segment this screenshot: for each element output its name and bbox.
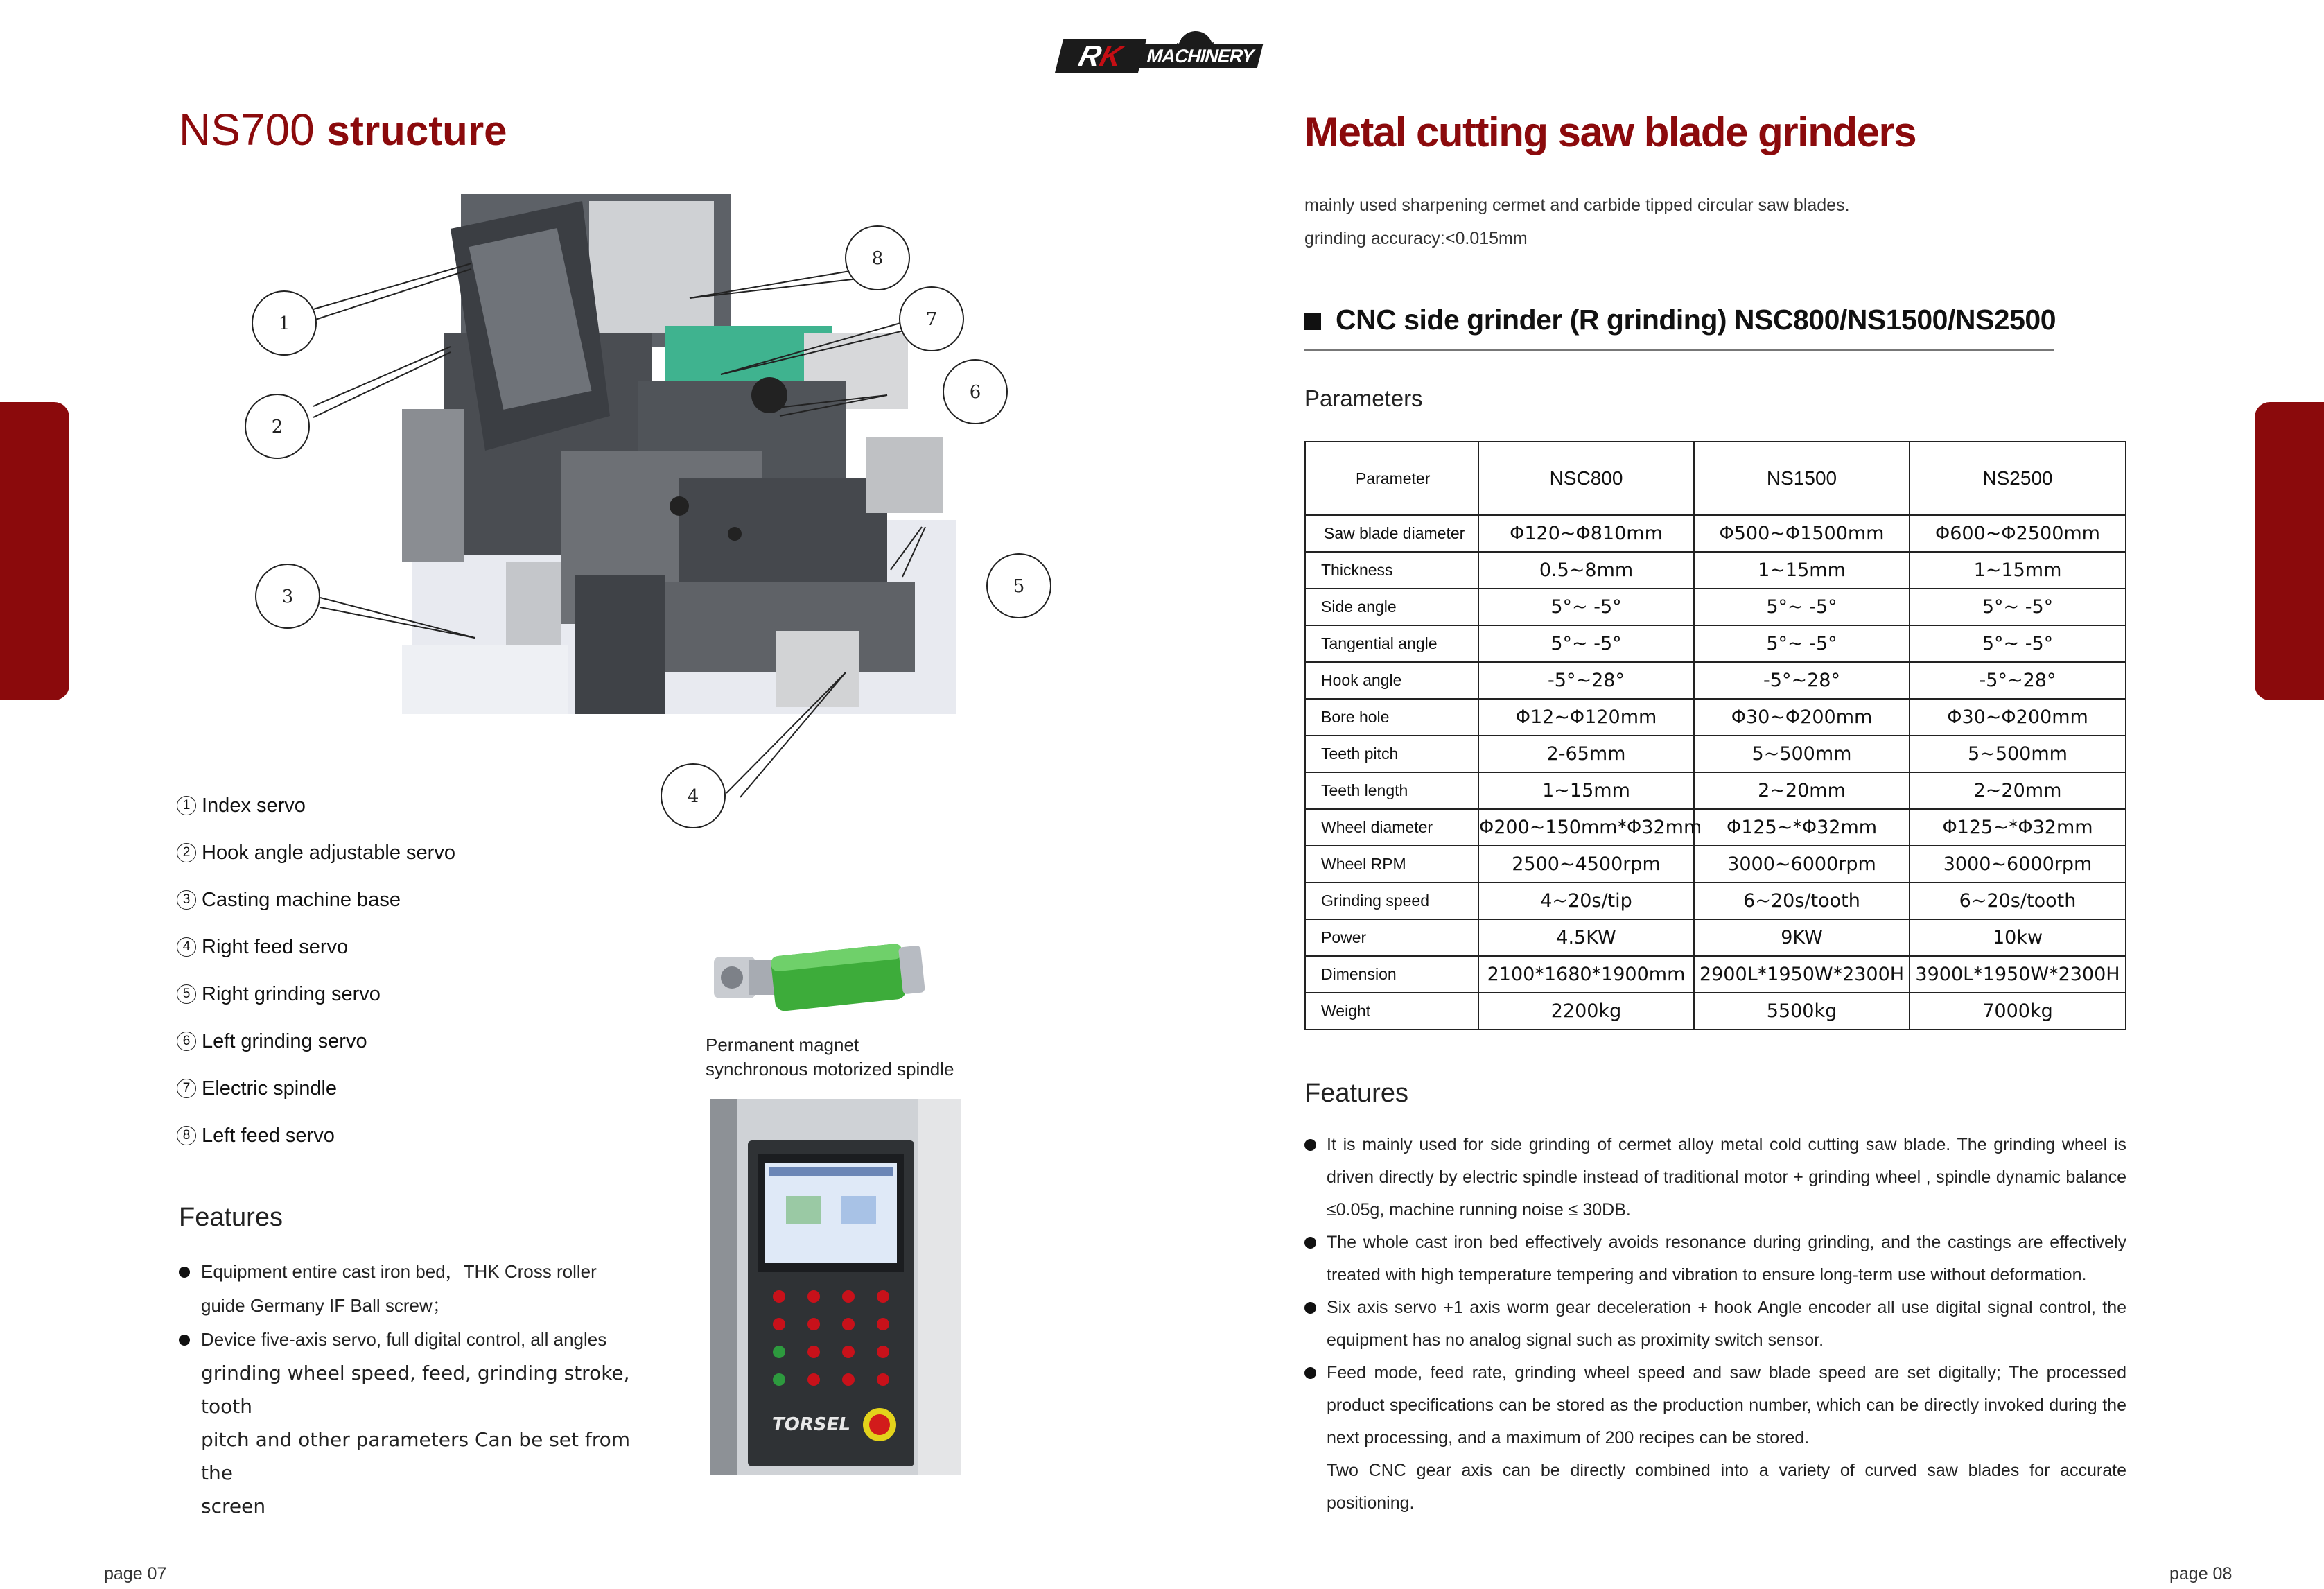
table-cell: 3900L*1950W*2300H [1910,956,2126,993]
table-cell: 5°~ -5° [1910,589,2126,625]
table-cell-label: Tangential angle [1305,625,1478,662]
table-cell: 4~20s/tip [1478,883,1694,919]
table-cell: 2-65mm [1478,736,1694,772]
table-cell: 5~500mm [1910,736,2126,772]
square-bullet-icon [1304,313,1321,330]
panel-brand: TORSEL [772,1414,850,1435]
callout-4: 4 [687,786,699,807]
callout-3: 3 [281,587,294,607]
left-page-number: page 07 [104,1564,167,1583]
control-panel-photo [710,1099,961,1475]
table-cell: 2100*1680*1900mm [1478,956,1694,993]
right-page-number: page 08 [2169,1564,2233,1583]
table-cell: 7000kg [1910,993,2126,1030]
left-features-list [179,1255,664,1523]
table-row [1305,552,2126,589]
callout-6: 6 [969,382,981,403]
table-cell-label: Teeth pitch [1305,736,1478,772]
feature-item [1304,1292,2126,1357]
section-heading-text: CNC side grinder (R grinding) NSC800/NS1500/NS2500 [1336,304,2056,336]
table-cell-label: Side angle [1305,589,1478,625]
table-cell: -5°~28° [1478,662,1694,699]
part-label: Left feed servo [202,1124,335,1147]
table-row [1305,736,2126,772]
table-cell-label: Power [1305,919,1478,956]
table-cell-label: Wheel diameter [1305,809,1478,846]
part-label: Casting machine base [202,888,401,911]
section-heading [1304,299,2054,351]
feature-text: Device five-axis servo, full digital control, all angles [201,1329,607,1350]
intro-line: mainly used sharpening cermet and carbide tipped circular saw blades. [1304,196,1850,215]
table-cell: Φ600~Φ2500mm [1910,515,2126,552]
table-cell-label: Dimension [1305,956,1478,993]
table-cell: 2200kg [1478,993,1694,1030]
parameters-table [1304,441,2126,1030]
intro-text [1304,189,1850,255]
parameters-heading: Parameters [1304,385,1423,411]
feature-continuation [179,1289,664,1323]
table-cell: Φ125~*Φ32mm [1910,809,2126,846]
table-cell-label: Weight [1305,993,1478,1030]
title-word: structure [326,107,507,154]
spindle-caption [706,1033,954,1082]
motorized-spindle-image [707,929,929,1026]
part-number: 6 [177,1032,196,1051]
bullet-icon [179,1335,190,1346]
table-cell: 6~20s/tooth [1694,883,1910,919]
part-item [177,1112,455,1159]
part-label: Left grinding servo [202,1030,367,1052]
table-cell: Φ30~Φ200mm [1910,699,2126,736]
part-number: 1 [177,796,196,815]
part-label: Electric spindle [202,1077,338,1100]
table-cell: 6~20s/tooth [1910,883,2126,919]
table-cell: Φ500~Φ1500mm [1694,515,1910,552]
logo-wordmark: MACHINERY [1138,44,1263,68]
part-number: 8 [177,1126,196,1145]
left-features-heading: Features [179,1203,283,1232]
feature-item [1304,1129,2126,1226]
table-cell: 10kw [1910,919,2126,956]
part-label: Hook angle adjustable servo [202,841,455,864]
table-cell: 2~20mm [1694,772,1910,809]
logo-mark: RK [1055,39,1146,73]
part-item [177,923,455,971]
table-row [1305,589,2126,625]
feature-item [1304,1226,2126,1292]
part-item [177,1065,455,1112]
part-label: Right grinding servo [202,982,381,1005]
title-model: NS700 [179,105,315,155]
part-number: 7 [177,1079,196,1098]
parts-list [177,782,455,1159]
table-cell: Φ125~*Φ32mm [1694,809,1910,846]
table-cell: 5500kg [1694,993,1910,1030]
right-side-tab [2255,402,2324,700]
bullet-icon [179,1267,190,1278]
feature-item [179,1255,664,1289]
intro-line: grinding accuracy:<0.015mm [1304,229,1528,248]
right-features-list [1304,1129,2126,1520]
callout-2: 2 [271,417,283,437]
table-cell: -5°~28° [1694,662,1910,699]
machine-structure-diagram [236,187,1025,825]
table-cell: 1~15mm [1910,552,2126,589]
table-row [1305,699,2126,736]
table-cell-label: Bore hole [1305,699,1478,736]
table-cell: 5°~ -5° [1478,589,1694,625]
feature-text: The whole cast iron bed effectively avoids resonance during grinding, and the castings are effectively treated with high temperature tempering and vibration to ensure long-term use without deformation. [1327,1233,2126,1285]
table-row [1305,772,2126,809]
bullet-icon [1304,1139,1316,1151]
feature-continuation: pitch and other parameters Can be set from the [201,1428,631,1484]
table-cell: Φ200~150mm*Φ32mm [1478,809,1694,846]
table-cell: 2~20mm [1910,772,2126,809]
spindle-caption-line: synchronous motorized spindle [706,1059,954,1079]
table-row [1305,993,2126,1030]
table-cell: 1~15mm [1694,552,1910,589]
part-item [177,782,455,829]
feature-text: Two CNC gear axis can be directly combined into a variety of curved saw blades for accurate positioning. [1327,1461,2126,1513]
part-label: Index servo [202,794,306,817]
table-row [1305,662,2126,699]
feature-text: Equipment entire cast iron bed，THK Cross roller [201,1261,597,1282]
table-cell: 9KW [1694,919,1910,956]
feature-item [179,1323,664,1357]
table-row [1305,809,2126,846]
part-item [177,876,455,923]
table-cell: 2900L*1950W*2300H [1694,956,1910,993]
table-cell-label: Teeth length [1305,772,1478,809]
part-number: 3 [177,890,196,910]
table-cell: 5~500mm [1694,736,1910,772]
table-cell: 5°~ -5° [1910,625,2126,662]
table-cell-label: Thickness [1305,552,1478,589]
part-number: 4 [177,937,196,957]
table-cell: 4.5KW [1478,919,1694,956]
table-row [1305,956,2126,993]
callout-7: 7 [925,309,938,330]
table-header-row [1305,442,2126,515]
table-cell: 5°~ -5° [1694,589,1910,625]
table-cell-label: Hook angle [1305,662,1478,699]
part-number: 5 [177,984,196,1004]
right-features-heading: Features [1304,1079,1408,1108]
table-header-cell: NS2500 [1910,442,2126,515]
feature-text: Six axis servo +1 axis worm gear deceleration + hook Angle encoder all use digital signal control, the equipment has no analog signal such as proximity switch sensor. [1327,1298,2126,1350]
table-header-cell: NSC800 [1478,442,1694,515]
feature-continuation: screen [201,1495,266,1518]
callout-8: 8 [871,248,884,269]
table-row [1305,625,2126,662]
table-cell-label: Wheel RPM [1305,846,1478,883]
right-page-title: Metal cutting saw blade grinders [1304,109,1916,155]
part-label: Right feed servo [202,935,349,958]
bullet-icon [1304,1302,1316,1314]
callout-1: 1 [278,313,290,334]
table-cell: 0.5~8mm [1478,552,1694,589]
feature-text: It is mainly used for side grinding of cermet alloy metal cold cutting saw blade. The grinding wheel is driven directly by electric spindle instead of traditional motor + grinding wheel , spindle dynamic balance ≤0.05g, machine running noise ≤ 30DB. [1327,1135,2126,1219]
table-cell: 2500~4500rpm [1478,846,1694,883]
part-item [177,829,455,876]
callout-5: 5 [1013,576,1025,597]
bullet-icon [1304,1367,1316,1379]
table-cell: Φ30~Φ200mm [1694,699,1910,736]
table-cell: 3000~6000rpm [1694,846,1910,883]
table-header-cell: NS1500 [1694,442,1910,515]
feature-continuation: grinding wheel speed, feed, grinding stroke, tooth [201,1362,630,1418]
table-row [1305,919,2126,956]
table-header-cell: Parameter [1305,442,1478,515]
table-cell: 5°~ -5° [1478,625,1694,662]
feature-item [1304,1455,2126,1520]
part-item [177,1018,455,1065]
left-side-tab [0,402,69,700]
feature-text: guide Germany IF Ball screw； [201,1295,451,1316]
table-row [1305,846,2126,883]
feature-item [1304,1357,2126,1455]
control-panel-illustration [710,1099,961,1475]
table-cell: -5°~28° [1910,662,2126,699]
table-cell: 1~15mm [1478,772,1694,809]
bullet-icon [1304,1237,1316,1249]
table-row [1305,883,2126,919]
brand-logo [1059,28,1260,78]
table-cell: 3000~6000rpm [1910,846,2126,883]
table-row [1305,515,2126,552]
part-item [177,971,455,1018]
table-cell-label: Grinding speed [1305,883,1478,919]
feature-text: Feed mode, feed rate, grinding wheel speed and saw blade speed are set digitally; The processed product specifications can be stored as the production number, which can be directly invoked during the next processing, and a maximum of 200 recipes can be stored. [1327,1363,2126,1448]
table-cell: Φ120~Φ810mm [1478,515,1694,552]
spindle-caption-line: Permanent magnet [706,1034,859,1055]
table-cell-label: Saw blade diameter [1305,515,1478,552]
table-cell: Φ12~Φ120mm [1478,699,1694,736]
left-page-title [179,104,507,155]
table-cell: 5°~ -5° [1694,625,1910,662]
part-number: 2 [177,843,196,862]
